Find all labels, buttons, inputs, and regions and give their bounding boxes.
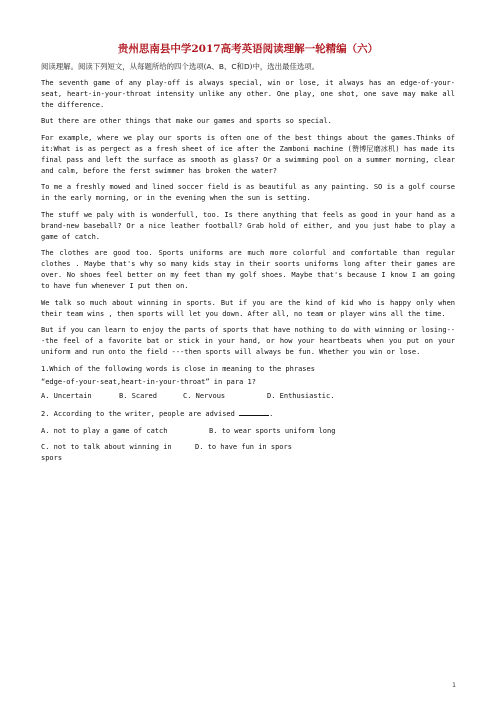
paragraph-4: To me a freshly mowed and lined soccer field is as beautiful as any painting. SO is a golf course in the early morning, or in the evening when the sun is setting. — [41, 183, 455, 202]
question-2-blank-period: . — [269, 410, 274, 418]
question-1-option-c: C. Nervous — [183, 391, 226, 400]
question-1 — [41, 364, 455, 375]
question-2-options-row1 — [41, 426, 455, 437]
question-1-stem: 1.Which of the following words is close in meaning to the phrases — [41, 364, 315, 373]
instructions: 阅读理解。阅读下列短文，从每题所给的四个选项(A、B、C和D)中，选出最佳选项。 — [41, 62, 320, 71]
paragraph-5: The stuff we paly with is wonderfull, too. Is there anything that feels as good in your hand as a brand-new baseball? Or a nice leather football? Grab hold of either, and you just habe to play a game of catch. — [41, 210, 455, 241]
question-2-option-d: D. to have fun in spors — [195, 443, 292, 451]
document-title: 贵州思南县中学2017高考英语阅读理解一轮精编（六） — [117, 43, 379, 55]
question-2-option-b: B. to wear sports uniform long — [209, 426, 336, 435]
question-1-stem-line2: “edge-of-your-seat,heart-in-your-throat” in para 1? — [41, 377, 256, 386]
question-2-option-a: A. not to play a game of catch — [41, 426, 168, 435]
question-2-option-c: C. not to talk about winning in spors — [41, 443, 172, 462]
question-2-options-row2 — [41, 442, 455, 464]
paragraph-8: But if you can learn to enjoy the parts of sports that have nothing to do with winning or losing---the feel of a favorite bat or stick in your hand, or how your heartbeats when you put on your uniform and run onto the field ---then sports will always be fun. Whether you win or lose. — [41, 326, 455, 356]
question-1-option-a: A. Uncertain — [41, 391, 92, 400]
paragraph-6: The clothes are good too. Sports uniforms are much more colorful and comfortable than regular clothes . Maybe that's why so many kids stay in their soorts uniforms long after their games are over. No shoes feel better on my feet than my golf shoes. Maybe that's because I know I am going to have fun whenever I put then on. — [41, 249, 455, 290]
paragraph-7: We talk so much about winning in sports. But if you are the kind of kid who is happy only when their team wins , then sports will let you down. After all, no team or player wins all the time. — [41, 298, 455, 318]
answer-blank — [239, 407, 269, 416]
page-number-text: 1 — [452, 682, 456, 689]
question-1-option-d: D. Enthusiastic. — [267, 391, 335, 400]
question-1-options — [41, 391, 455, 402]
document-body — [41, 61, 455, 470]
question-2-stem: 2. According to the writer, people are advised — [41, 410, 235, 418]
question-1-option-b: B. Scared — [119, 391, 157, 400]
paragraph-1: The seventh game of any play-off is always special, win or lose, it always has an edge-of-your-seat, heart-in-your-throat intensity unlike any other. One play, one shot, one save may make all the difference. — [41, 78, 455, 109]
page-number — [0, 682, 496, 689]
paragraph-3: For example, where we play our sports is often one of the best things about the games.Thinks of it:What is as pergect as a fresh sheet of ice after the Zamboni machine (赞博尼磨冰机) has made its final pass and left the surface as smooth as glass? Or a swimming pool on a summer morning, clear and calm, before the ferst swimmer has broken the water? — [41, 133, 455, 175]
paragraph-2: But there are other things that make our games and sports so special. — [41, 117, 332, 125]
question-2 — [41, 407, 455, 420]
